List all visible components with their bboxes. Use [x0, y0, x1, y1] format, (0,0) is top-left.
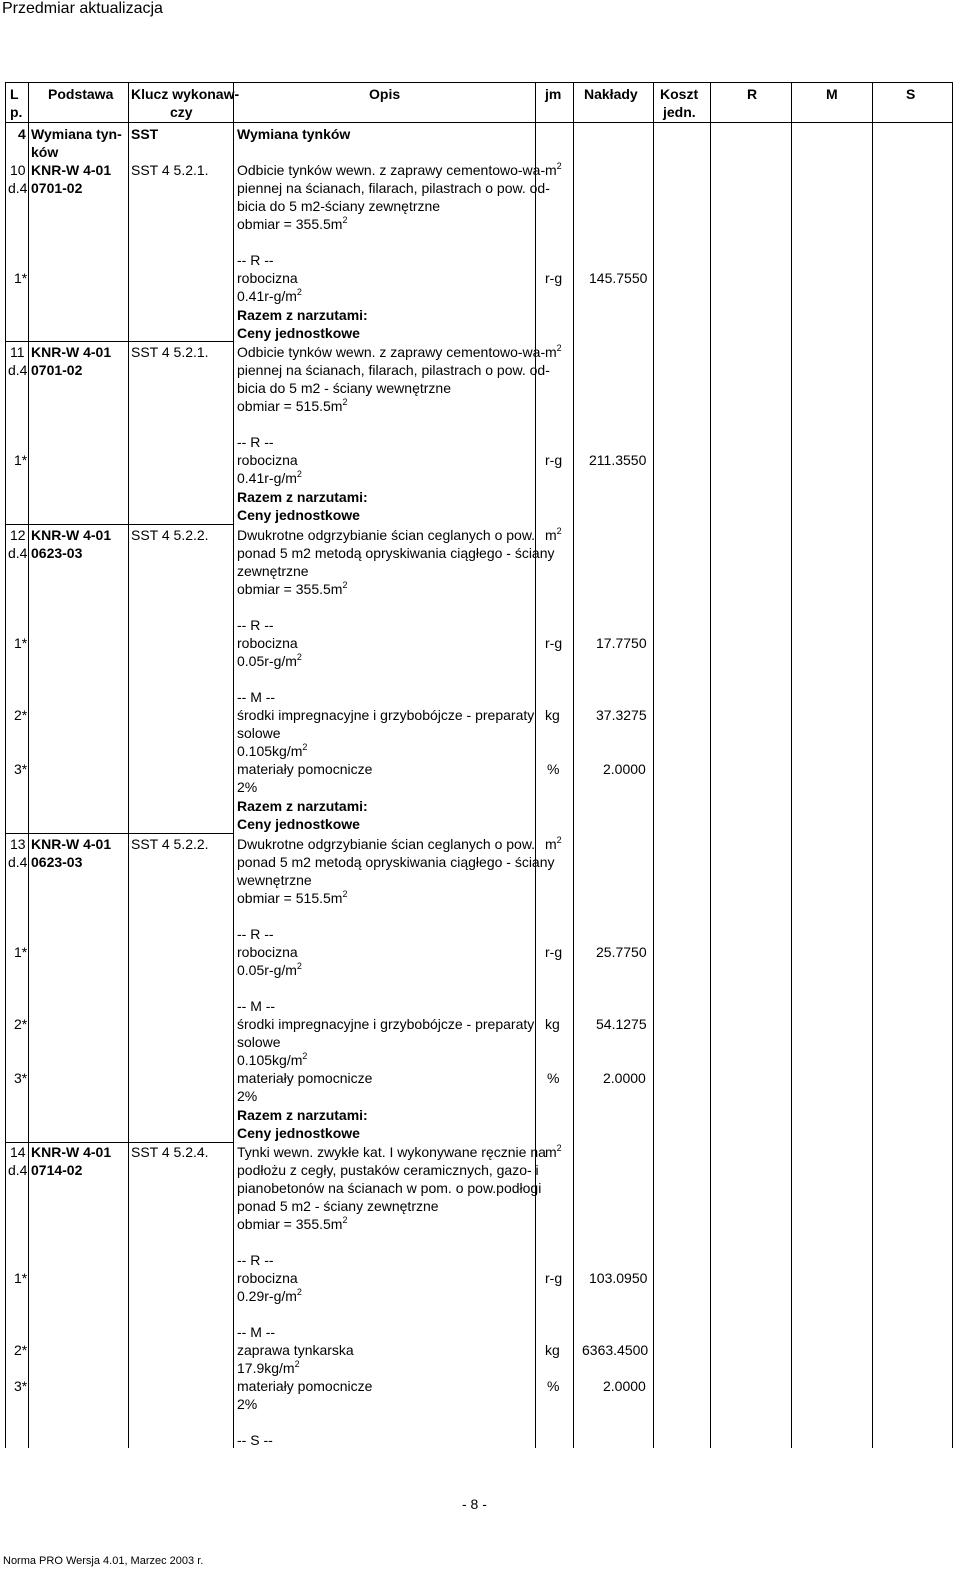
header-m: M — [826, 86, 838, 102]
naklad-value: 25.7750 — [596, 944, 647, 960]
header-klucz: Klucz wykonaw- — [131, 86, 240, 102]
naklad-value: 2.0000 — [603, 1378, 646, 1394]
header-lp: L — [10, 86, 19, 102]
table-top-border — [5, 82, 953, 83]
naklad-value: 17.7750 — [596, 635, 647, 651]
naklad-value: 145.7550 — [589, 270, 648, 286]
naklad-value: 54.1275 — [596, 1016, 647, 1032]
naklad-value: 2.0000 — [603, 761, 646, 777]
header-jm: jm — [545, 86, 562, 102]
header-naklady: Nakłady — [584, 86, 638, 102]
naklad-value: 103.0950 — [589, 1270, 648, 1286]
naklad-value: 2.0000 — [603, 1070, 646, 1086]
naklad-value: 211.3550 — [589, 452, 647, 468]
footer-note: Norma PRO Wersja 4.01, Marzec 2003 r. — [3, 1555, 204, 1567]
header-bottom-border — [5, 122, 953, 123]
header-r: R — [747, 86, 758, 102]
header-podstawa: Podstawa — [48, 86, 114, 102]
header-s: S — [906, 86, 916, 102]
header-opis: Opis — [369, 86, 401, 102]
naklad-value: 37.3275 — [596, 707, 647, 723]
section-title: Wymiana tynków — [237, 126, 351, 142]
header-koszt: Koszt — [660, 86, 699, 102]
page-title: Przedmiar aktualizacja — [2, 0, 163, 17]
page-number: - 8 - — [462, 1496, 487, 1512]
naklad-value: 6363.4500 — [582, 1342, 649, 1358]
